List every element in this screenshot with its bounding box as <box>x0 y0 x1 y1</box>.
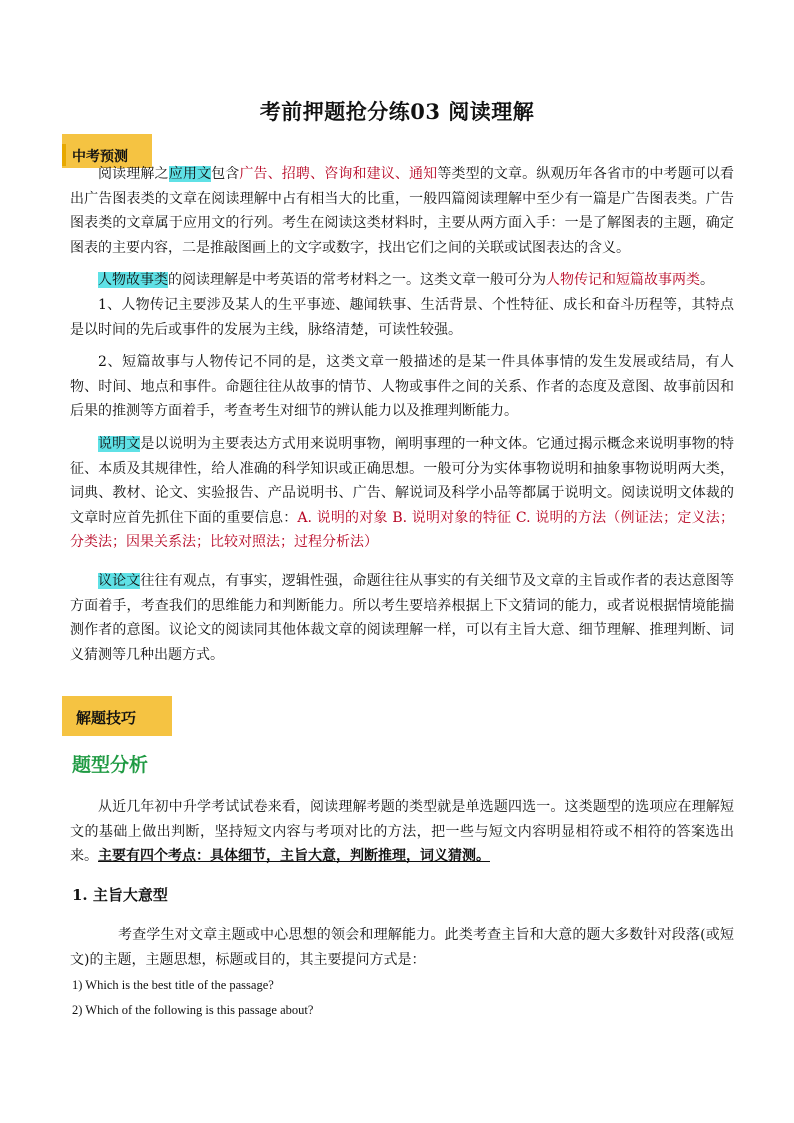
text-run: 往往有观点，有事实，逻辑性强，命题往往从事实的有关细节及文章的主旨或作者的表达意图等方面着手，考查我们的思维能力和判断能力。所以考生要培养根据上下文猜词的能力，或者说根据情境能揣测作者的意图。议论文的阅读同其他体裁文章的阅读理解一样，可以有主旨大意、细节理解、推理判断、词义猜测等几种出题方式。 <box>70 573 735 663</box>
text-run: 的阅读理解是中考英语的常考材料之一。这类文章一般可分为 <box>168 272 546 288</box>
heading-question-analysis: 题型分析 <box>72 754 149 776</box>
question-example-1: 1) Which is the best title of the passage? <box>72 978 274 992</box>
section-banner-techniques <box>62 696 172 736</box>
highlight-character-story: 人物故事类 <box>98 272 168 288</box>
banner-label: 中考预测 <box>72 149 128 165</box>
red-text-two-types: 人物传记和短篇故事两类 <box>546 272 700 288</box>
text-run: 等类型的文章。纵观历年各省市的中考题可以看出广告图表类的文章在阅读理解中占有相当大的比重，一般四篇阅读理解中至少有一篇是广告图表类。广告图表类的文章属于应用文的行列。考生在阅读这类材料时，主要从两方面入手：一是了解图表的主题，确定图表的主要内容，二是推敲图画上的文字或数字，找出它们之间的关联或试图表达的含义。 <box>70 166 735 256</box>
text-run: 阅读理解之 <box>98 166 169 182</box>
text-run: 。 <box>700 272 714 288</box>
heading-main-idea: 1. 主旨大意型 <box>72 886 168 904</box>
red-text-key-info: A. 说明的对象 B. 说明对象的特征 C. 说明的方法（例证法；定义法；分类法；因果关系法；比较对照法；过程分析法） <box>70 509 734 550</box>
paragraph-expository <box>70 432 734 555</box>
underlined-key-points: 主要有四个考点：具体细节，主旨大意，判断推理，词义猜测。 <box>98 848 490 864</box>
red-text-types: 广告、招聘、咨询和建议、通知 <box>239 166 438 182</box>
paragraph-short-story: 2、短篇故事与人物传记不同的是，这类文章一般描述的是某一件具体事情的发生发展或结局，有人物、时间、地点和事件。命题往往从故事的情节、人物或事件之间的关系、作者的态度及意图、故事前因和后果的推测等方面着手，考查考生对细节的辨认能力以及推理判断能力。 <box>70 354 734 419</box>
question-example-2: 2) Which of the following is this passage about? <box>72 1003 314 1017</box>
paragraph-character-story <box>70 268 734 293</box>
highlight-argumentative: 议论文 <box>98 573 141 589</box>
highlight-applied-writing: 应用文 <box>168 166 212 182</box>
paragraph-main-idea: 考查学生对文章主题或中心思想的领会和理解能力。此类考查主旨和大意的题大多数针对段落(或短文)的主题，主题思想，标题或目的，其主要提问方式是： <box>70 927 734 968</box>
page-title: 考前押题抢分练03 阅读理解 <box>259 99 535 124</box>
paragraph-biography: 1、人物传记主要涉及某人的生平事迹、趣闻轶事、生活背景、个性特征、成长和奋斗历程等，其特点是以时间的先后或事件的发展为主线，脉络清楚，可读性较强。 <box>70 297 734 338</box>
paragraph-applied-writing <box>70 162 734 260</box>
text-run: 是以说明为主要表达方式用来说明事物，阐明事理的一种文体。它通过揭示概念来说明事物的特征、本质及其规律性，给人准确的科学知识或正确思想。一般可分为实体事物说明和抽象事物说明两大类，词典、教材、论文、实验报告、产品说明书、广告、解说词及科学小品等都属于说明文。阅读说明文体裁的文章时应首先抓住下面的重要信息： <box>70 436 735 526</box>
paragraph-question-types <box>70 795 734 869</box>
text-run: 从近几年初中升学考试试卷来看，阅读理解考题的类型就是单选题四选一。这类题型的选项应在理解短文的基础上做出判断，坚持短文内容与考项对比的方法，把一些与短文内容明显相符或不相符的答案选出来。 <box>70 799 734 864</box>
highlight-expository: 说明文 <box>98 436 141 452</box>
text-run: 包含 <box>211 166 240 182</box>
paragraph-argumentative <box>70 569 734 667</box>
banner-label: 解题技巧 <box>76 709 137 727</box>
